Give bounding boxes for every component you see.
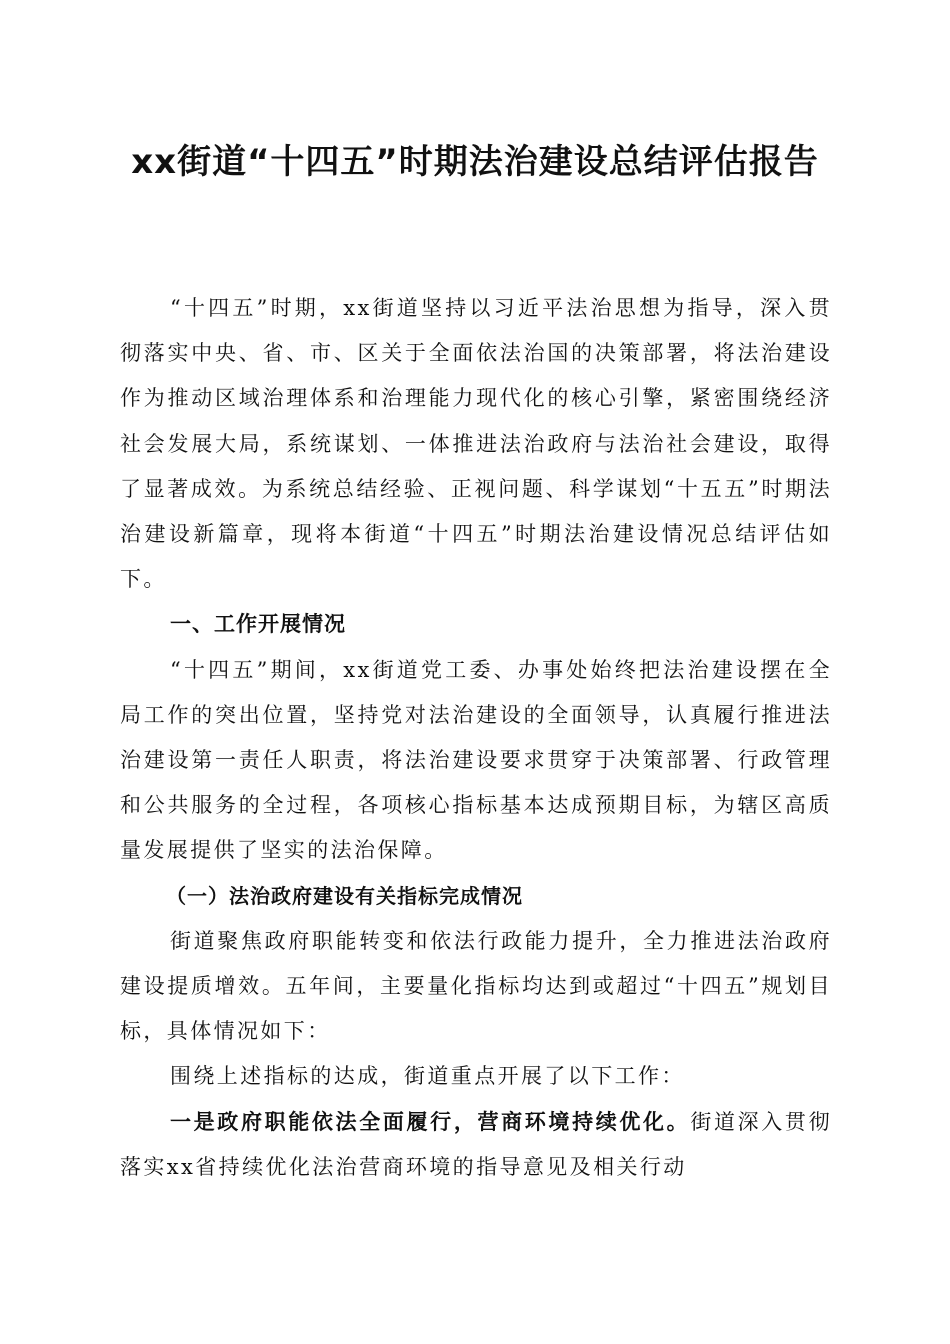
intro-paragraph: “十四五”时期，xx街道坚持以习近平法治思想为指导，深入贯彻落实中央、省、市、区关于全面依法治国的决策部署，将法治建设作为推动区域治理体系和治理能力现代化的核心引擎，紧密围绕经济社会发展大局，系统谋划、一体推进法治政府与法治社会建设，取得了显著成效。为系统总结经验、正视问题、科学谋划“十五五”时期法治建设新篇章，现将本街道“十四五”时期法治建设情况总结评估如下。	[120, 296, 832, 592]
point-one-paragraph	[120, 1100, 832, 1190]
point-one-body: 街道深入贯彻落实xx省持续优化法治营商环境的指导意见及相关行动	[120, 1109, 832, 1179]
point-one-lead: 一是政府职能依法全面履行，营商环境持续优化。	[170, 1109, 691, 1134]
measures-intro-paragraph: 围绕上述指标的达成，街道重点开展了以下工作：	[170, 1064, 685, 1089]
subsection-body-government: 街道聚焦政府职能转变和依法行政能力提升，全力推进法治政府建设提质增效。五年间，主要量化指标均达到或超过“十四五”规划目标，具体情况如下：	[120, 928, 832, 1044]
section-heading-work: 一、工作开展情况	[170, 612, 346, 637]
document-body	[120, 286, 832, 1190]
subsection-heading-government: （一）法治政府建设有关指标完成情况	[166, 883, 523, 908]
section-body-work: “十四五”期间，xx街道党工委、办事处始终把法治建设摆在全局工作的突出位置，坚持党对法治建设的全面领导，认真履行推进法治建设第一责任人职责，将法治建设要求贯穿于决策部署、行政管理和公共服务的全过程，各项核心指标基本达成预期目标，为辖区高质量发展提供了坚实的法治保障。	[120, 657, 832, 863]
document-title: xx街道“十四五”时期法治建设总结评估报告	[131, 142, 819, 182]
